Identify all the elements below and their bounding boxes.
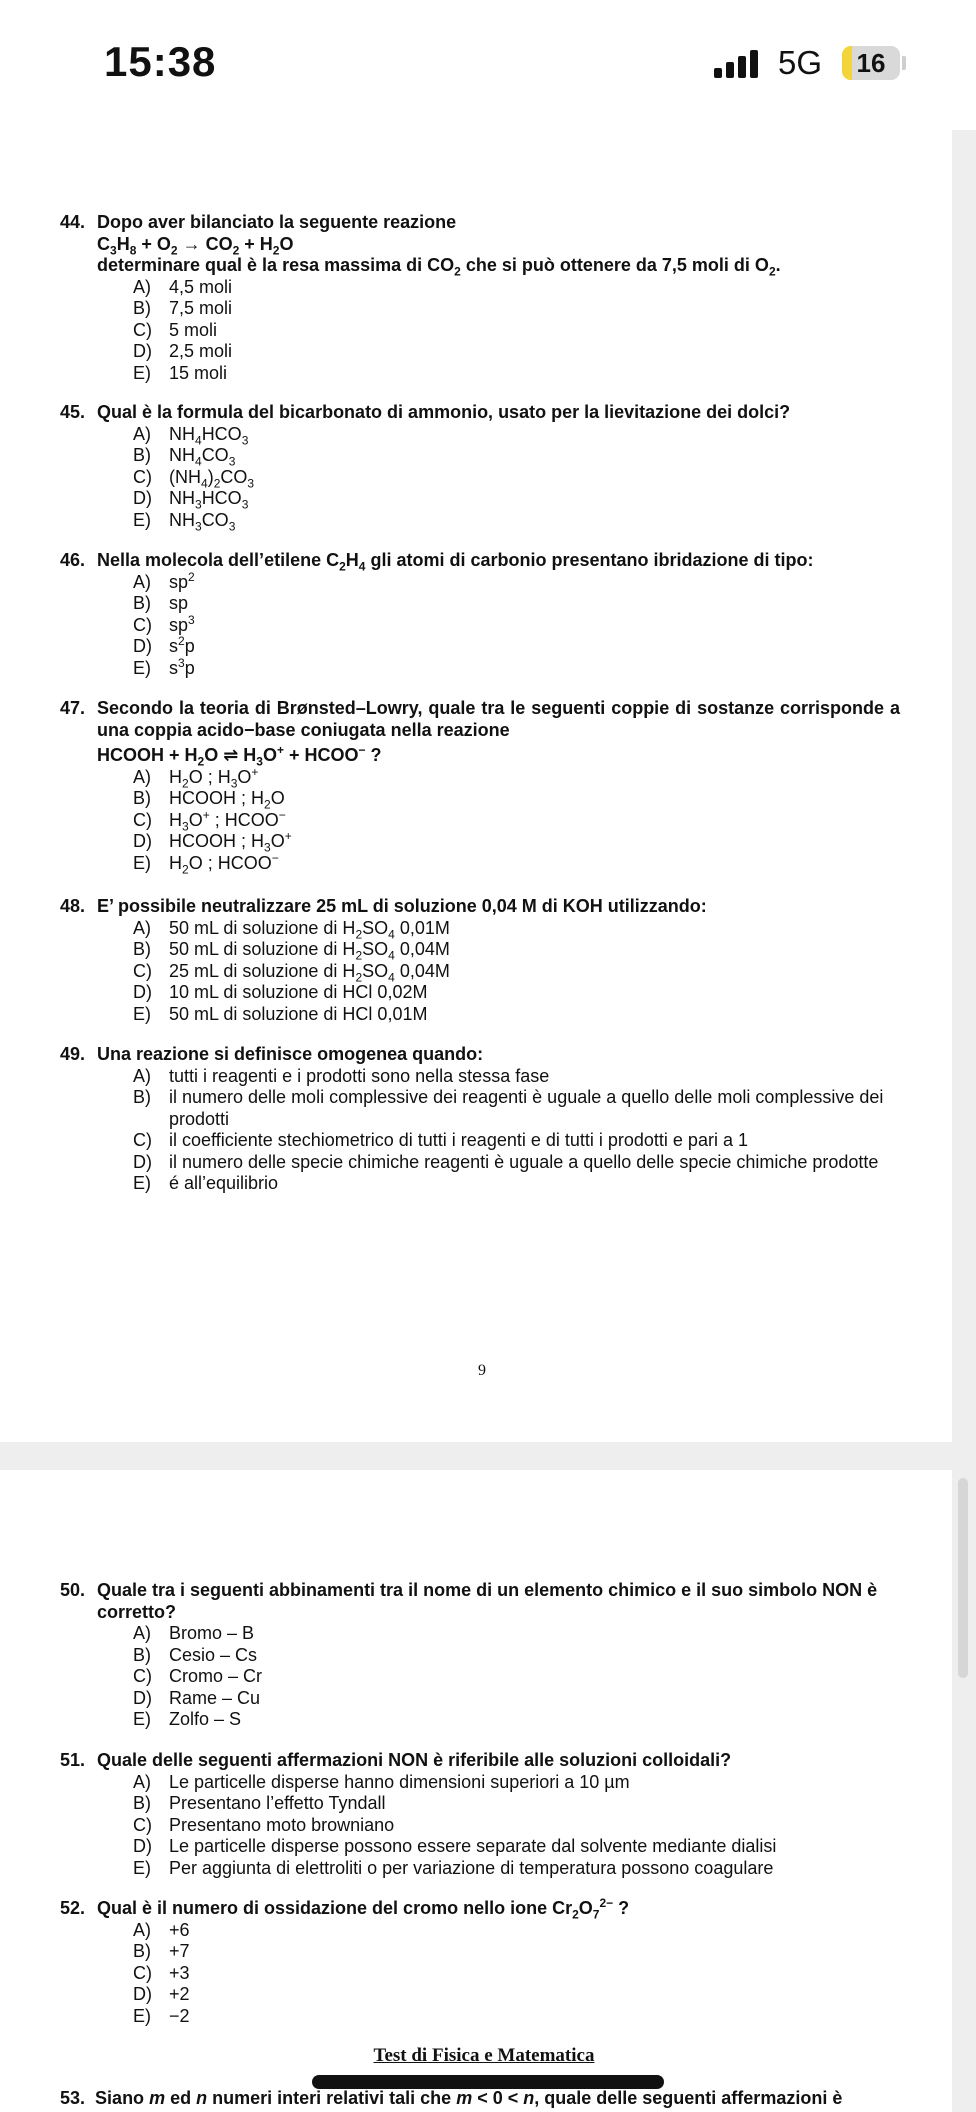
question-text: Nella molecola dell’etilene $C_2H_4$ gli atomi di carbonio presentano ibridazione di tipo: — [97, 550, 814, 574]
question-45 — [60, 402, 900, 534]
question-text: E’ possibile neutralizzare 25 mL di soluzione 0,04 M di KOH utilizzando: — [97, 896, 707, 916]
question-number: 51. — [60, 1750, 86, 1770]
question-number: 48. — [60, 896, 86, 916]
option-a: A) $sp^2$ — [133, 569, 195, 592]
question-47 — [60, 698, 900, 877]
question-number: 45. — [60, 402, 86, 422]
option-e: E) Zolfo – S — [133, 1709, 242, 1729]
option-d: D) HCOOH ; $H_3O^+$ — [133, 829, 292, 855]
option-c: C) $(NH_4)_2CO_3$ — [133, 466, 255, 491]
home-indicator[interactable] — [312, 2075, 664, 2089]
option-d: D) 2,5 moli — [133, 341, 233, 361]
question-50 — [60, 1580, 900, 1731]
question-text: Qual è la formula del bicarbonato di ammonio, usato per la lievitazione dei dolci? — [97, 402, 791, 422]
battery-level: 16 — [856, 48, 886, 78]
option-e: E) é all’equilibrio — [133, 1173, 279, 1193]
status-time: 15:38 — [104, 38, 217, 85]
option-b: B) Presentano l’effetto Tyndall — [133, 1793, 386, 1813]
option-c: C) 25 mL di soluzione di $H_2SO_4$ 0,04M — [133, 960, 450, 985]
option-b: B) 50 mL di soluzione di $H_2SO_4$ 0,04M — [133, 939, 450, 963]
option-c: C) Cromo – Cr — [133, 1666, 263, 1686]
question-51 — [60, 1750, 900, 1879]
option-d: D) +2 — [133, 1984, 190, 2004]
question-number: 49. — [60, 1044, 86, 1064]
question-number: 44. — [60, 212, 86, 232]
option-e: E) 50 mL di soluzione di HCl 0,01M — [133, 1003, 428, 1024]
status-bar — [0, 0, 976, 130]
battery-tip — [902, 56, 906, 70]
option-b: B) 7,5 moli — [133, 298, 233, 318]
option-b: B) HCOOH ; $H_2O$ — [133, 788, 285, 812]
option-e: E) $NH_3CO_3$ — [133, 509, 236, 534]
option-d: D) Rame – Cu — [133, 1687, 261, 1708]
option-c: C) Presentano moto browniano — [133, 1814, 395, 1835]
question-subtext: determinare qual è la resa massima di $CO_2$ che si può ottenere da 7,5 moli di $O_2$. — [97, 255, 781, 279]
option-c: C) il coefficiente stechiometrico di tutti i reagenti e di tutti i prodotti e pari a 1 — [133, 1130, 748, 1150]
option-c: C) 5 moli — [133, 319, 218, 340]
question-49 — [60, 1044, 900, 1195]
option-b: B) Cesio – Cs — [133, 1644, 258, 1665]
option-b: B) sp — [133, 593, 189, 613]
option-a: A) Bromo – B — [133, 1623, 255, 1643]
option-d: D) il numero delle specie chimiche reagenti è uguale a quello delle specie chimiche prodotte — [133, 1151, 879, 1172]
option-b: B) il numero delle moli complessive dei reagenti è uguale a quello delle moli complessive dei prodotti — [133, 1087, 884, 1129]
option-a: A) 50 mL di soluzione di $H_2SO_4$ 0,01M — [133, 917, 450, 942]
option-d: D) $s^2p$ — [133, 634, 195, 656]
option-a: A) $NH_4HCO_3$ — [133, 423, 249, 448]
section-title: Test di Fisica e Matematica — [373, 2045, 595, 2066]
option-d: D) Le particelle disperse possono essere separate dal solvente mediante dialisi — [133, 1836, 777, 1856]
question-number: 50. — [60, 1580, 86, 1600]
option-c: C) $H_3O^+$ ; HCOO− — [133, 807, 286, 834]
option-a: A) +6 — [133, 1919, 190, 1940]
question-text: Quale delle seguenti affermazioni NON è riferibile alle soluzioni colloidali? — [97, 1750, 732, 1770]
option-b: B) $NH_4CO_3$ — [133, 445, 236, 469]
network-label: 5G — [778, 44, 823, 81]
option-c: C) +3 — [133, 1962, 190, 1983]
option-e: E) $H_2O$ ; HCOO− — [133, 850, 279, 877]
page-number: 9 — [478, 1362, 486, 1379]
question-text: Una reazione si definisce omogenea quando: — [97, 1044, 484, 1064]
question-48 — [60, 896, 900, 1025]
scrollbar[interactable] — [958, 1478, 968, 1678]
option-a: A) tutti i reagenti e i prodotti sono nella stessa fase — [133, 1065, 550, 1086]
option-d: D) 10 mL di soluzione di HCl 0,02M — [133, 982, 428, 1002]
reaction-equation: $C_3H_8 + O_2 \to CO_2 + H_2O$ — [97, 233, 294, 258]
option-e: E) Per aggiunta di elettroliti o per variazione di temperatura possono coagulare — [133, 1857, 774, 1878]
question-text: Secondo la teoria di Brønsted–Lowry, quale tra le seguenti coppie di sostanze corrisponde a una coppia acido−base coniugata nella reazione — [97, 698, 900, 740]
option-d: D) $NH_3HCO_3$ — [133, 488, 249, 512]
question-52-body — [60, 1898, 900, 2027]
option-e: E) −2 — [133, 2005, 190, 2026]
battery-icon — [842, 46, 900, 80]
option-c: C) $sp^3$ — [133, 612, 195, 635]
option-e: E) $s^3p$ — [133, 655, 195, 678]
option-e: E) 15 moli — [133, 362, 228, 383]
option-a: A) 4,5 moli — [133, 276, 233, 297]
question-number: 46. — [60, 550, 86, 570]
option-a: A) $H_2O$ ; $H_3O^+$ — [133, 764, 259, 791]
option-a: A) Le particelle disperse hanno dimensioni superiori a 10 µm — [133, 1771, 630, 1792]
question-text: Dopo aver bilanciato la seguente reazione — [97, 212, 457, 232]
reaction-equation: HCOOH + $H_2O$ ⇌ $H_3O^+$ + HCOO− ? — [97, 743, 382, 769]
question-text: Qual è il numero di ossidazione del cromo nello ione $Cr_2O_7^{2-}$ ? — [97, 1896, 630, 1922]
option-b: B) +7 — [133, 1941, 190, 1961]
question-number: 47. — [60, 698, 86, 718]
question-text: Quale tra i seguenti abbinamenti tra il nome di un elemento chimico e il suo simbolo NON è corretto? — [97, 1580, 878, 1622]
question-46 — [60, 550, 900, 679]
question-44 — [60, 212, 900, 384]
question-53-partial: 53. Siano m ed n numeri interi relativi tali che m < 0 < n, quale delle seguenti affermazioni è — [60, 2088, 843, 2108]
question-number: 52. — [60, 1898, 86, 1918]
